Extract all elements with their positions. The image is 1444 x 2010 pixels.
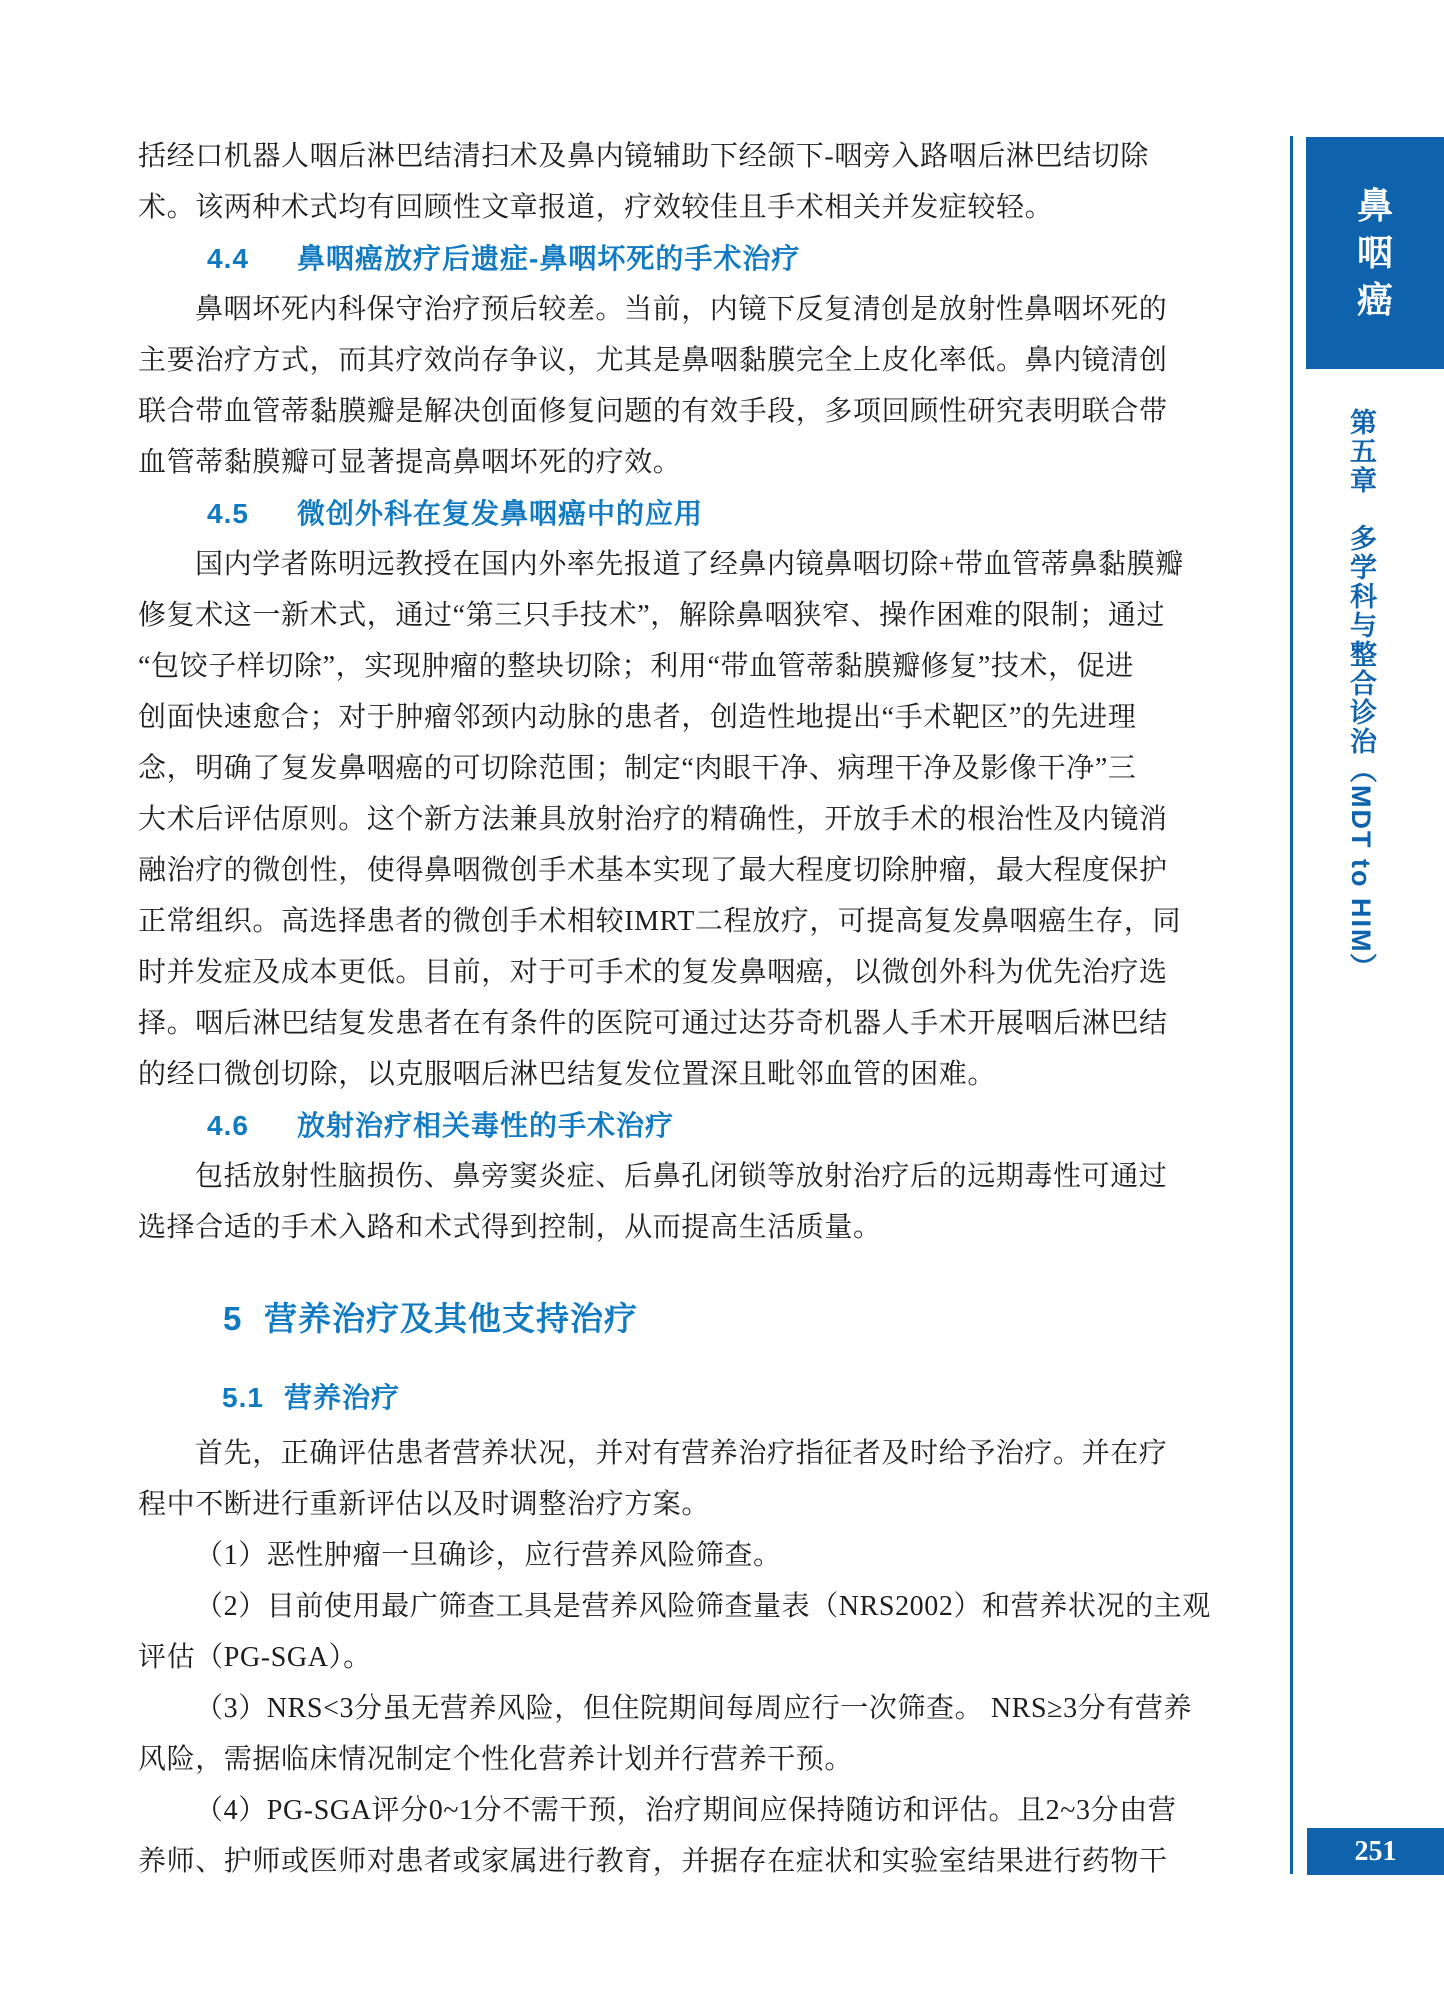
text-line: 创面快速愈合；对于肿瘤邻颈内动脉的患者，创造性地提出“手术靶区”的先进理	[138, 702, 1137, 733]
section-number: 5.1	[222, 1382, 264, 1413]
text-line: 的经口微创切除，以克服咽后淋巴结复发位置深且毗邻血管的困难。	[138, 1059, 997, 1090]
section-number: 4.4	[207, 243, 249, 274]
section-title-text: 营养治疗及其他支持治疗	[264, 1300, 638, 1337]
text-line: 括经口机器人咽后淋巴结清扫术及鼻内镜辅助下经颌下-咽旁入路咽后淋巴结切除	[138, 141, 1149, 172]
page-number-badge	[1307, 1828, 1444, 1875]
chapter-title-vertical: 第五章 多学科与整合诊治（MDT to HIM）	[1346, 408, 1376, 983]
chapter-tab-char: 癌	[1356, 279, 1393, 320]
text-line: 主要治疗方式，而其疗效尚存争议，尤其是鼻咽黏膜完全上皮化率低。鼻内镜清创	[138, 345, 1168, 376]
text-line: （1）恶性肿瘤一旦确诊，应行营养风险筛查。	[195, 1540, 782, 1571]
text-line: 念，明确了复发鼻咽癌的可切除范围；制定“肉眼干净、病理干净及影像干净”三	[138, 753, 1137, 784]
section-number: 5	[223, 1300, 243, 1337]
section-title-text: 鼻咽癌放疗后遗症-鼻咽坏死的手术治疗	[297, 243, 801, 274]
section-title-text: 放射治疗相关毒性的手术治疗	[297, 1110, 675, 1141]
text-line: 血管蒂黏膜瓣可显著提高鼻咽坏死的疗效。	[138, 447, 682, 478]
section-heading	[138, 233, 1170, 284]
body-text-column	[138, 131, 1211, 1887]
text-line: 程中不断进行重新评估以及时调整治疗方案。	[138, 1489, 711, 1520]
text-line: 时并发症及成本更低。目前，对于可手术的复发鼻咽癌，以微创外科为优先治疗选	[138, 957, 1168, 988]
text-line: 择。咽后淋巴结复发患者在有条件的医院可通过达芬奇机器人手术开展咽后淋巴结	[138, 1008, 1168, 1039]
text-line: 首先，正确评估患者营养状况，并对有营养治疗指征者及时给予治疗。并在疗	[195, 1438, 1168, 1469]
text-line: 国内学者陈明远教授在国内外率先报道了经鼻内镜鼻咽切除+带血管蒂鼻黏膜瓣	[195, 549, 1184, 580]
text-line: 选择合适的手术入路和术式得到控制，从而提高生活质量。	[138, 1212, 882, 1243]
section-heading	[138, 488, 1170, 539]
text-line: 风险，需据临床情况制定个性化营养计划并行营养干预。	[138, 1744, 854, 1775]
text-line: 养师、护师或医师对患者或家属进行教育，并据存在症状和实验室结果进行药物干	[138, 1846, 1168, 1877]
text-line: 融治疗的微创性，使得鼻咽微创手术基本实现了最大程度切除肿瘤，最大程度保护	[138, 855, 1168, 886]
section-title-text: 营养治疗	[284, 1382, 401, 1413]
text-line: 术。该两种术式均有回顾性文章报道，疗效较佳且手术相关并发症较轻。	[138, 192, 1054, 223]
page-number: 251	[1354, 1835, 1397, 1867]
section-number: 4.5	[207, 498, 249, 529]
section-title-text: 微创外科在复发鼻咽癌中的应用	[297, 498, 704, 529]
chapter-tab-char: 咽	[1356, 232, 1393, 273]
text-line: 包括放射性脑损伤、鼻旁窦炎症、后鼻孔闭锁等放射治疗后的远期毒性可通过	[195, 1161, 1168, 1192]
sidebar-divider-line	[1290, 136, 1293, 1874]
text-line: （3）NRS<3分虽无营养风险，但住院期间每周应行一次筛查。 NRS≥3分有营养	[195, 1693, 1193, 1724]
section-number: 4.6	[207, 1110, 249, 1141]
chapter-tab-char: 鼻	[1356, 185, 1393, 226]
chapter-tab-badge	[1306, 137, 1444, 369]
section-heading	[138, 1372, 1170, 1423]
text-line: 评估（PG-SGA）。	[138, 1642, 372, 1673]
section-heading	[138, 1293, 1170, 1344]
text-line: （4）PG-SGA评分0~1分不需干预，治疗期间应保持随访和评估。且2~3分由营	[195, 1795, 1177, 1826]
text-line: 正常组织。高选择患者的微创手术相较IMRT二程放疗，可提高复发鼻咽癌生存，同	[138, 906, 1182, 937]
text-line: 大术后评估原则。这个新方法兼具放射治疗的精确性，开放手术的根治性及内镜消	[138, 804, 1168, 835]
text-line: 鼻咽坏死内科保守治疗预后较差。当前，内镜下反复清创是放射性鼻咽坏死的	[195, 294, 1168, 325]
text-line: 联合带血管蒂黏膜瓣是解决创面修复问题的有效手段，多项回顾性研究表明联合带	[138, 396, 1168, 427]
text-line: 修复术这一新术式，通过“第三只手技术”，解除鼻咽狭窄、操作困难的限制；通过	[138, 600, 1166, 631]
text-line: （2）目前使用最广筛查工具是营养风险筛查量表（NRS2002）和营养状况的主观	[195, 1591, 1211, 1622]
text-line: “包饺子样切除”，实现肿瘤的整块切除；利用“带血管蒂黏膜瓣修复”技术，促进	[138, 651, 1134, 682]
section-heading	[138, 1100, 1170, 1151]
